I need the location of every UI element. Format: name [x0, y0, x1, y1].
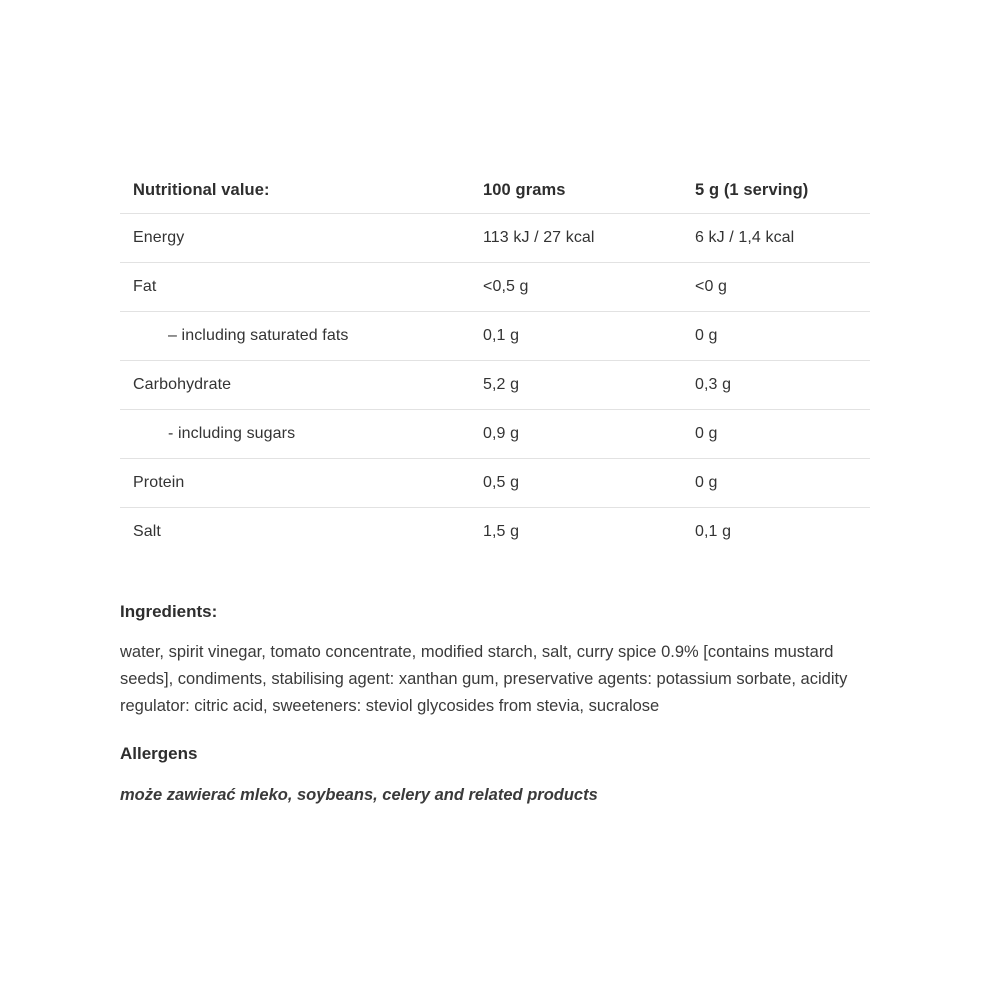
- row-label: - including sugars: [168, 425, 296, 442]
- value-per-100g: 1,5 g: [483, 523, 520, 540]
- header-nutritional-value: Nutritional value:: [133, 181, 270, 199]
- row-label: Protein: [133, 474, 185, 491]
- header-per-serving: 5 g (1 serving): [695, 181, 809, 199]
- ingredients-text: water, spirit vinegar, tomato concentrate, modified starch, salt, curry spice 0.9% [contains mustard seeds], condiments, stabilising agent: xanthan gum, preservative agents: potassium sorbate, acidity regulator: citric acid, sweeteners: steviol glycosides from stevia, sucralose: [120, 643, 848, 715]
- header-per-100g: 100 grams: [483, 181, 566, 199]
- table-row-energy: [120, 214, 870, 263]
- ingredients-heading: Ingredients:: [120, 602, 218, 621]
- table-row-salt: [120, 508, 870, 556]
- value-per-100g: <0,5 g: [483, 278, 529, 295]
- row-label: – including saturated fats: [168, 327, 349, 344]
- table-row-sugars: [120, 410, 870, 459]
- row-label: Energy: [133, 229, 185, 246]
- table-row-protein: [120, 459, 870, 508]
- row-label: Salt: [133, 523, 161, 540]
- value-per-serving: 6 kJ / 1,4 kcal: [695, 229, 795, 246]
- value-per-serving: 0 g: [695, 327, 718, 344]
- label-content: [120, 168, 870, 807]
- nutrition-table: [120, 168, 870, 556]
- nutrition-table-header-row: [120, 168, 870, 214]
- allergens-heading: Allergens: [120, 744, 198, 763]
- row-label: Fat: [133, 278, 157, 295]
- value-per-100g: 5,2 g: [483, 376, 520, 393]
- value-per-serving: 0,3 g: [695, 376, 732, 393]
- allergens-text: może zawierać mleko, soybeans, celery and related products: [120, 786, 598, 804]
- table-row-carbohydrate: [120, 361, 870, 410]
- value-per-100g: 0,9 g: [483, 425, 520, 442]
- value-per-100g: 113 kJ / 27 kcal: [483, 229, 595, 246]
- value-per-100g: 0,5 g: [483, 474, 520, 491]
- value-per-serving: 0 g: [695, 474, 718, 491]
- table-row-saturated-fats: [120, 312, 870, 361]
- value-per-100g: 0,1 g: [483, 327, 520, 344]
- value-per-serving: 0,1 g: [695, 523, 732, 540]
- table-row-fat: [120, 263, 870, 312]
- value-per-serving: <0 g: [695, 278, 727, 295]
- value-per-serving: 0 g: [695, 425, 718, 442]
- row-label: Carbohydrate: [133, 376, 232, 393]
